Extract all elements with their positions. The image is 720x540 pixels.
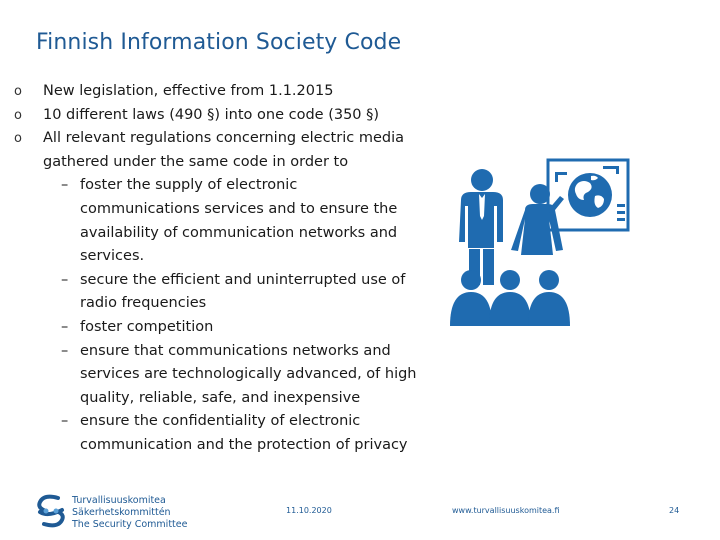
org-name-swedish: Säkerhetskommittén — [72, 507, 171, 518]
org-name-english: The Security Committee — [72, 519, 188, 530]
organization-name — [72, 495, 187, 531]
sub-bullet-item — [14, 316, 419, 340]
bullet-list — [14, 80, 419, 458]
bullet-text: All relevant regulations concerning electric media gathered under the same code in order to — [43, 130, 404, 170]
page-number: 24 — [669, 506, 680, 515]
bullet-text: 10 different laws (490 §) into one code (350 §) — [43, 106, 380, 123]
man-icon — [459, 169, 503, 285]
sub-bullet-item — [14, 410, 419, 457]
sub-bullet-text: foster the supply of electronic communications services and to ensure the availability of communication networks and services. — [80, 177, 398, 265]
sub-bullet-text: foster competition — [80, 318, 214, 335]
presentation-board-icon — [548, 160, 628, 230]
footer-url: www.turvallisuuskomitea.fi — [452, 506, 560, 515]
sub-bullet-text: secure the efficient and uninterrupted use of radio frequencies — [80, 271, 406, 312]
org-name-finnish: Turvallisuuskomitea — [72, 495, 166, 506]
slide-title: Finnish Information Society Code — [36, 30, 402, 55]
footer-date: 11.10.2020 — [286, 506, 332, 515]
sub-bullet-item — [14, 340, 419, 411]
sub-bullet-marker: – — [61, 342, 69, 359]
sub-bullet-item — [14, 174, 419, 268]
bullet-marker: o — [14, 131, 22, 147]
bullet-text: New legislation, effective from 1.1.2015 — [43, 83, 334, 99]
presentation-people-icon — [445, 158, 645, 328]
bullet-item — [14, 80, 419, 104]
bullet-marker: o — [14, 84, 22, 99]
security-committee-logo-icon — [34, 492, 68, 530]
sub-bullet-item — [14, 269, 419, 316]
sub-bullet-text: ensure that communications networks and services are technologically advanced, of high quality, reliable, safe, and inexpensive — [80, 342, 417, 406]
sub-bullet-text: ensure the confidentiality of electronic communication and the protection of privacy — [80, 413, 408, 453]
bullet-item — [14, 127, 419, 174]
sub-bullet-marker: – — [61, 413, 69, 430]
sub-bullet-marker: – — [61, 177, 69, 194]
sub-bullet-marker: – — [61, 318, 69, 335]
woman-icon — [511, 184, 564, 255]
bullet-marker: o — [14, 107, 22, 123]
sub-bullet-marker: – — [61, 271, 69, 288]
bullet-item — [14, 104, 419, 128]
audience-icon — [450, 270, 570, 326]
